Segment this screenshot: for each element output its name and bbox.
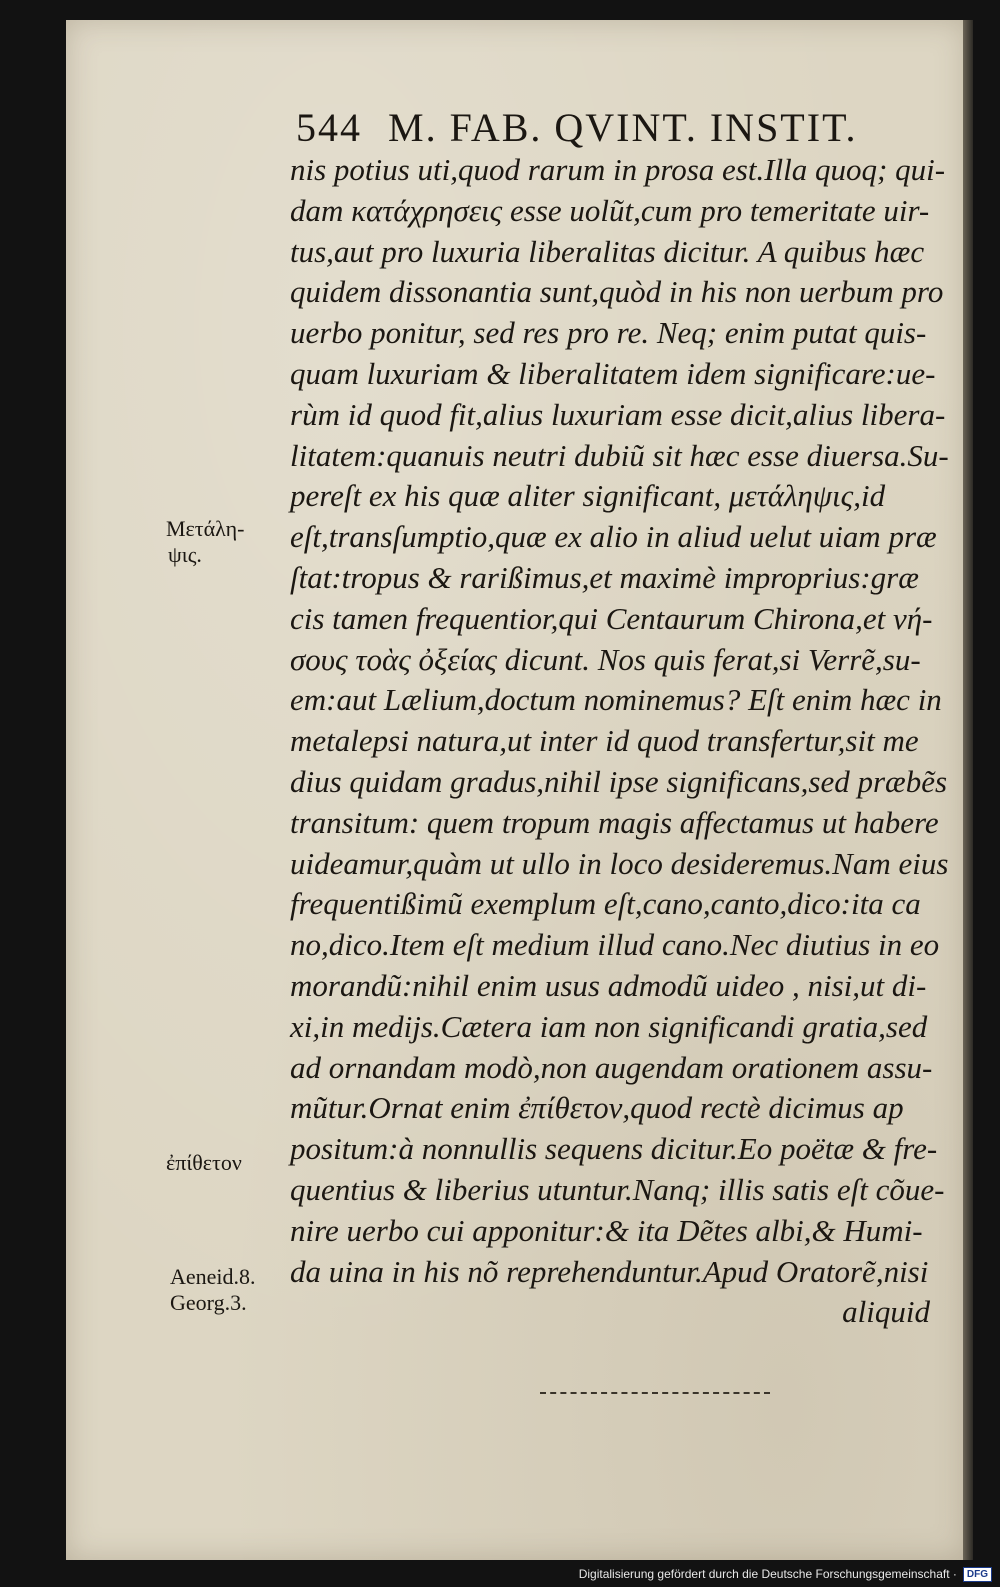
text-line: xi,in medijs.Cætera iam non significandi gratia,sed: [290, 1008, 928, 1044]
text-line: nire uerbo cui apponitur:& ita Dẽtes albi,& Humi-: [290, 1212, 923, 1248]
text-line: rùm id quod fit,alius luxuriam esse dicit,alius libera-: [290, 396, 946, 432]
footer-credit: Digitalisierung gefördert durch die Deutsche Forschungsgemeinschaft ·: [578, 1567, 957, 1581]
margin-note-georg: Georg.3.: [170, 1290, 247, 1315]
text-line: pereſt ex his quæ aliter significant, μετάληψις,id: [290, 478, 886, 514]
text-line: transitum: quem tropum magis affectamus ut habere: [290, 804, 939, 840]
text-line: positum:à nonnullis sequens dicitur.Eo poëtæ & fre-: [290, 1131, 938, 1167]
text-line: nis potius uti,quod rarum in prosa est.Illa quoq; qui-: [290, 152, 946, 187]
text-line: litatem:quanuis neutri dubiũ sit hæc esse diuersa.Su-: [290, 437, 949, 473]
text-line: dius quidam gradus,nihil ipse significans,sed præbẽs: [290, 763, 948, 799]
margin-note-references: [170, 1264, 256, 1316]
main-text-block: [290, 150, 960, 1333]
page-number: 544: [296, 105, 362, 150]
text-line: eſt,transſumptio,quæ ex alio in aliud uelut uiam præ: [290, 519, 937, 555]
text-line: morandũ:nihil enim usus admodũ uideo , nisi,ut di-: [290, 967, 927, 1003]
margin-note-line: ψις.: [168, 542, 202, 567]
running-title: M. FAB. QVINT. INSTIT.: [388, 105, 858, 150]
text-line: frequentißimũ exemplum eſt,cano,canto,dico:ita ca: [290, 886, 921, 922]
text-line: da uina in his nõ reprehenduntur.Apud Oratorẽ,nisi: [290, 1253, 929, 1289]
dfg-logo-icon: DFG: [963, 1567, 992, 1582]
text-line: cis tamen frequentior,qui Centaurum Chirona,et νή-: [290, 600, 933, 636]
margin-note-epitheton: ἐπίθετον: [166, 1150, 242, 1175]
text-line: quidem dissonantia sunt,quòd in his non uerbum pro: [290, 274, 944, 310]
digitization-footer: [579, 1564, 992, 1584]
ornamental-rule: [540, 1392, 770, 1394]
text-line: no,dico.Item eſt medium illud cano.Nec diutius in eo: [290, 927, 940, 963]
text-line: quam luxuriam & liberalitatem idem significare:ue-: [290, 355, 936, 391]
text-line: mũtur.Ornat enim ἐπίθετον,quod rectè dicimus ap: [290, 1090, 904, 1126]
text-line: metalepsi natura,ut inter id quod transfertur,sit me: [290, 723, 919, 759]
text-line: ſtat:tropus & rarißimus,et maximè improprius:græ: [290, 559, 919, 595]
text-line: quentius & liberius utuntur.Nanq; illis satis eſt cõue-: [290, 1171, 945, 1207]
margin-note-line: Μετάλη-: [166, 516, 245, 541]
text-line: ad ornandam modò,non augendam orationem assu-: [290, 1049, 933, 1085]
text-line: em:aut Lælium,doctum nominemus? Eſt enim hæc in: [290, 682, 942, 718]
text-line: uideamur,quàm ut ullo in loco desideremus.Nam eius: [290, 845, 949, 881]
text-line: uerbo ponitur, sed res pro re. Neq; enim putat quis-: [290, 315, 927, 351]
catchword: aliquid: [842, 1294, 930, 1330]
text-line: σους τοὰς ὀξείας dicunt. Nos quis ferat,si Verrẽ,su-: [290, 641, 921, 677]
running-header: [296, 104, 916, 151]
page-edge-shadow: [963, 20, 973, 1560]
text-line: dam κατάχρησεις esse uolũt,cum pro temeritate uir-: [290, 192, 930, 228]
text-line: tus,aut pro luxuria liberalitas dicitur. A quibus hæc: [290, 233, 925, 269]
margin-note-aeneid: Aeneid.8.: [170, 1264, 256, 1289]
margin-note-metalepsis: [166, 516, 244, 568]
